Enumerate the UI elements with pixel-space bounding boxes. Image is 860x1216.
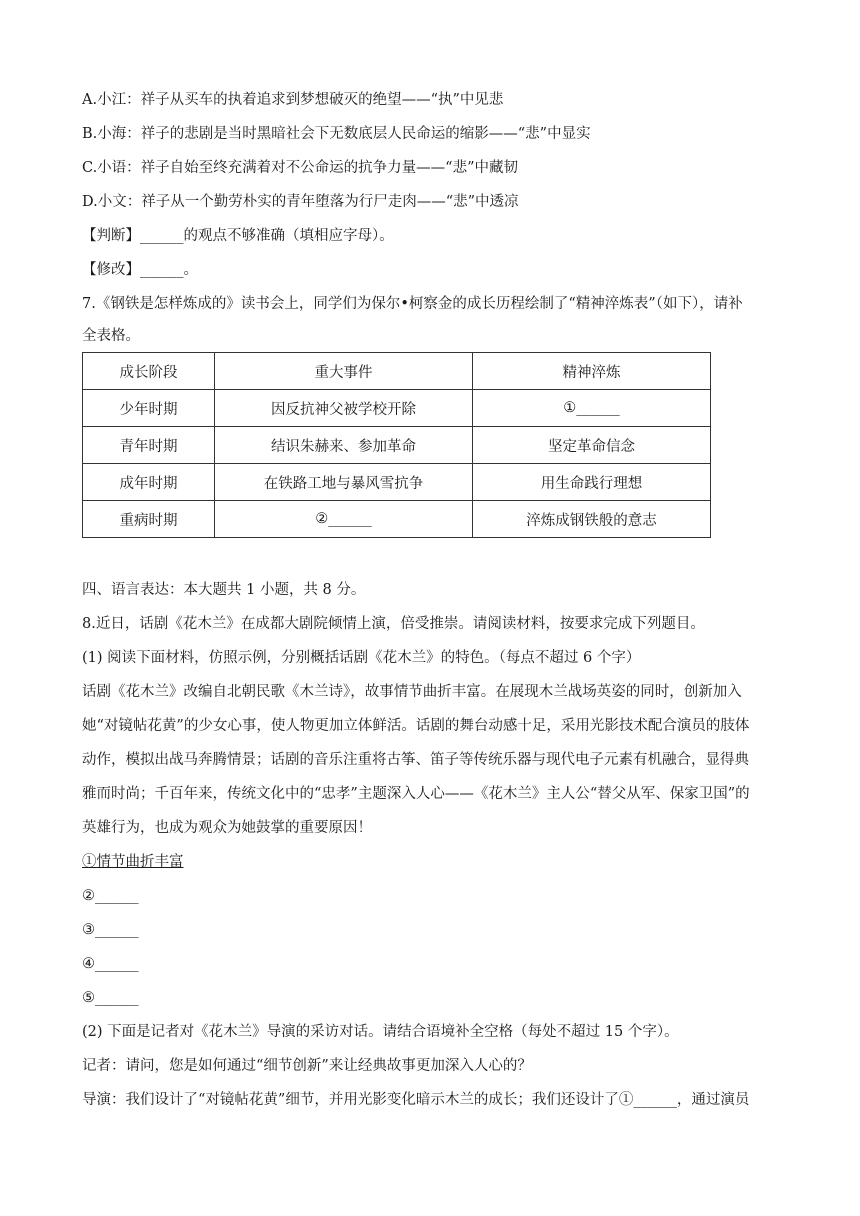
- section-heading: 四、语言表达：本大题共 1 小题，共 8 分。: [82, 582, 366, 598]
- judgement-line: 【判断】______的观点不够准确（填相应字母）。: [82, 228, 394, 244]
- subquestion-1: (1) 阅读下面材料，仿照示例，分别概括话剧《花木兰》的特色。（每点不超过 6 个字）: [82, 650, 641, 666]
- table-cell: 在铁路工地与暴风雪抗争: [215, 464, 473, 501]
- table-cell: 结识朱赫来、参加革命: [215, 427, 473, 464]
- director-line: 导演：我们设计了“对镜帖花黄”细节，并用光影变化暗示木兰的成长；我们还设计了①______，通过演员: [82, 1092, 750, 1108]
- option-d: D.小文：祥子从一个勤劳朴实的青年堕落为行尸走肉——“悲”中透凉: [82, 194, 519, 210]
- table-cell: 用生命践行理想: [473, 464, 711, 501]
- table-cell: 重病时期: [83, 501, 215, 538]
- question-7: 7.《钢铁是怎样炼成的》读书会上，同学们为保尔•柯察金的成长历程绘制了“精神淬炼表”（如下），请补: [82, 296, 743, 312]
- material-line: 动作，模拟出战马奔腾情景；话剧的音乐注重将古筝、笛子等传统乐器与现代电子元素有机融合，显得典: [82, 752, 749, 768]
- table-cell: 少年时期: [83, 390, 215, 427]
- material-line: 雅而时尚；千百年来，传统文化中的“忠孝”主题深入人心——《花木兰》主人公“替父从军、保家卫国”的: [82, 786, 750, 802]
- material-line: 话剧《花木兰》改编自北朝民歌《木兰诗》，故事情节曲折丰富。在展现木兰战场英姿的同时，创新加入: [82, 684, 742, 700]
- answer-blank-4[interactable]: ④______: [82, 956, 139, 972]
- answer-blank-3[interactable]: ③______: [82, 922, 139, 938]
- table-row: [83, 464, 711, 501]
- table-cell-blank[interactable]: ①______: [473, 390, 711, 427]
- spirit-table: [82, 352, 711, 538]
- material-line: 英雄行为，也成为观众为她鼓掌的重要原因！: [82, 820, 372, 836]
- table-header: 成长阶段: [83, 353, 215, 390]
- revision-line: 【修改】______。: [82, 262, 198, 278]
- table-cell: 因反抗神父被学校开除: [215, 390, 473, 427]
- table-cell: 青年时期: [83, 427, 215, 464]
- table-cell: 淬炼成钢铁般的意志: [473, 501, 711, 538]
- question-8: 8.近日，话剧《花木兰》在成都大剧院倾情上演，倍受推崇。请阅读材料，按要求完成下列题目。: [82, 616, 705, 632]
- answer-blank-5[interactable]: ⑤______: [82, 990, 139, 1006]
- option-b: B.小海：祥子的悲剧是当时黑暗社会下无数底层人民命运的缩影——“悲”中显实: [82, 126, 591, 142]
- table-cell: 成年时期: [83, 464, 215, 501]
- answer-blank-2[interactable]: ②______: [82, 888, 139, 904]
- table-header-row: [83, 353, 711, 390]
- table-header: 重大事件: [215, 353, 473, 390]
- table-row: [83, 427, 711, 464]
- table-cell: 坚定革命信念: [473, 427, 711, 464]
- example-answer: ①情节曲折丰富: [82, 854, 184, 870]
- reporter-line: 记者：请问，您是如何通过“细节创新”来让经典故事更加深入人心的？: [82, 1058, 532, 1074]
- option-c: C.小语：祥子自始至终充满着对不公命运的抗争力量——“悲”中藏韧: [82, 160, 519, 176]
- table-row: [83, 501, 711, 538]
- material-line: 她“对镜帖花黄”的少女心事，使人物更加立体鲜活。话剧的舞台动感十足，采用光影技术配合演员的肢体: [82, 718, 750, 734]
- question-7-cont: 全表格。: [82, 328, 140, 344]
- option-a: A.小江：祥子从买车的执着追求到梦想破灭的绝望——“执”中见悲: [82, 92, 504, 108]
- table-cell-blank[interactable]: ②______: [215, 501, 473, 538]
- table-header: 精神淬炼: [473, 353, 711, 390]
- table-row: [83, 390, 711, 427]
- subquestion-2: (2) 下面是记者对《花木兰》导演的采访对话。请结合语境补全空格（每处不超过 15 个字）。: [82, 1024, 679, 1040]
